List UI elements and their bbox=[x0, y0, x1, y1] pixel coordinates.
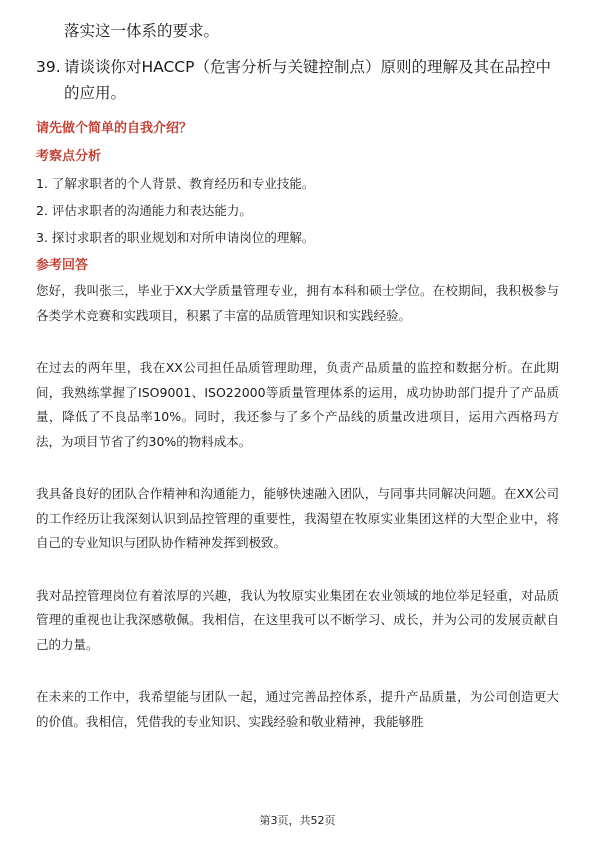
question-text: 请谈谈你对HACCP（危害分析与关键控制点）原则的理解及其在品控中的应用。 bbox=[64, 58, 551, 102]
analysis-heading: 考察点分析 bbox=[36, 149, 102, 164]
question-number: 39. bbox=[36, 58, 61, 76]
answer-paragraph: 在未来的工作中，我希望能与团队一起，通过完善品控体系，提升产品质量，为公司创造更大的价值。我相信，凭借我的专业知识、实践经验和敬业精神，我能够胜 bbox=[36, 689, 559, 729]
answer-heading: 参考回答 bbox=[36, 258, 89, 273]
interview-prompt: 请先做个简单的自我介绍？ bbox=[36, 121, 193, 136]
analysis-item: 1. 了解求职者的个人背景、教育经历和专业技能。 bbox=[36, 176, 315, 191]
answer-paragraph: 我对品控管理岗位有着浓厚的兴趣，我认为牧原实业集团在农业领域的地位举足轻重，对品质管理的重视也让我深感敬佩。我相信，在这里我可以不断学习、成长，并为公司的发展贡献自己的力量。 bbox=[36, 587, 559, 652]
analysis-item: 2. 评估求职者的沟通能力和表达能力。 bbox=[36, 203, 252, 218]
answer-paragraph: 我具备良好的团队合作精神和沟通能力，能够快速融入团队，与同事共同解决问题。在XX公司的工作经历让我深刻认识到品控管理的重要性，我渴望在牧原实业集团这样的大型企业中，将自己的专业知识与团队协作精神发挥到极致。 bbox=[36, 486, 559, 550]
answer-paragraph: 在过去的两年里，我在XX公司担任品质管理助理，负责产品质量的监控和数据分析。在此期间，我熟练掌握了ISO9001、ISO22000等质量管理体系的运用，成功协助部门提升了产品质量，降低了不良品率10%。同时，我还参与了多个产品线的质量改进项目，运用六西格玛方法，为项目节省了约30%的物料成本。 bbox=[36, 360, 559, 449]
question-39 bbox=[36, 54, 559, 106]
answer-paragraph: 您好，我叫张三，毕业于XX大学质量管理专业，拥有本科和硕士学位。在校期间，我积极参与各类学术竞赛和实践项目，积累了丰富的品质管理知识和实践经验。 bbox=[36, 283, 559, 323]
analysis-item: 3. 探讨求职者的职业规划和对所申请岗位的理解。 bbox=[36, 230, 315, 245]
page-number-footer: 第3页，共52页 bbox=[259, 814, 336, 827]
previous-answer-continuation: 落实这一体系的要求。 bbox=[64, 22, 220, 40]
